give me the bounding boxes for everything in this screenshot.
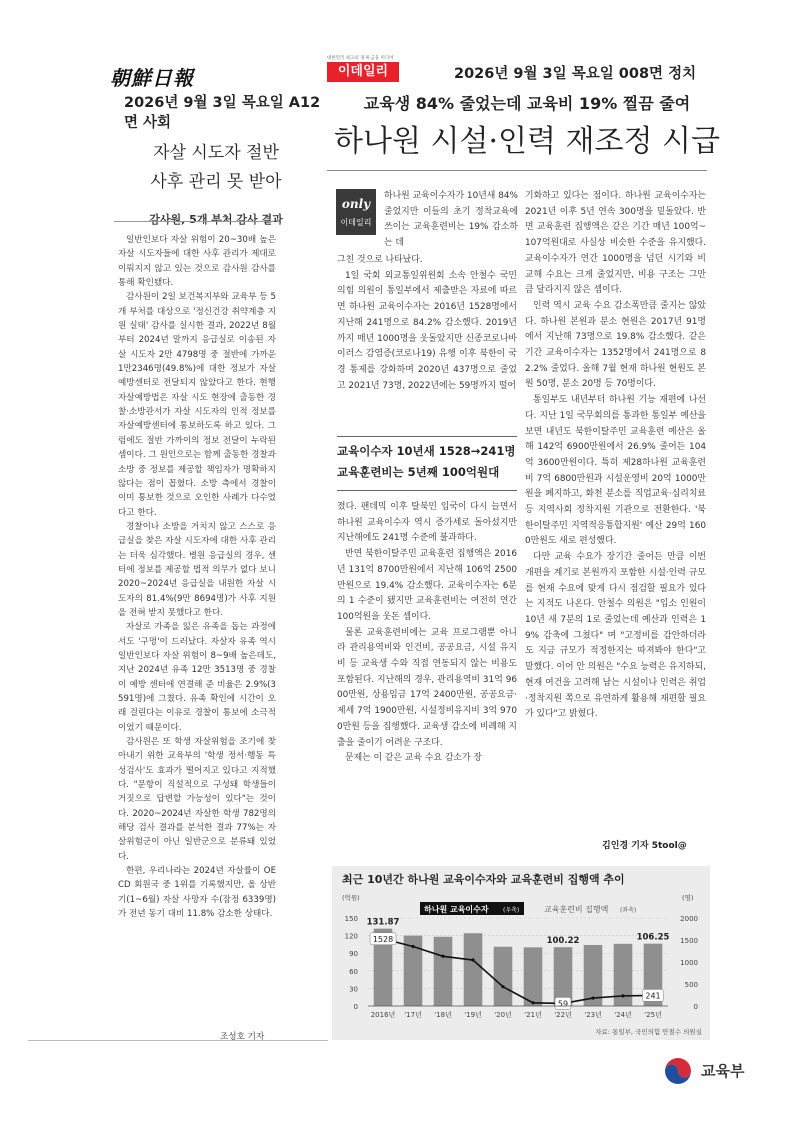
chosun-body bbox=[118, 233, 276, 922]
legend-line-axis: (우축) bbox=[503, 907, 520, 914]
right-tick-label: 0 bbox=[693, 1003, 698, 1011]
edaily-paragraph: 문제는 이 같은 교육 수요 감소가 장 bbox=[345, 753, 482, 764]
x-tick-label: '19년 bbox=[464, 1011, 482, 1019]
x-tick-label: '25년 bbox=[644, 1011, 662, 1019]
chosun-date: 2026년 9월 3일 목요일 A12면 사회 bbox=[124, 95, 321, 131]
bar bbox=[524, 947, 543, 1006]
chosun-paragraph: 감사원은 또 학생 자살위험을 조기에 찾아내기 위한 교육부의 '학생 정서·행동 특성검사'도 효과가 떨어지고 있다고 지적했다. "문항이 직설적으로 구성돼 학생들이 거짓으로 답변할 가능성이 있다"는 것이다. 2020~2024년 자살한 학생 782명의 해당 검사 결과를 분석한 결과 77%는 자살위험군이 아닌 일반군으로 분류돼 있었다. bbox=[118, 737, 276, 862]
left-axis-unit: (억원) bbox=[342, 894, 360, 902]
edaily-paragraph: 졌다. 팬데믹 이후 탈북민 입국이 다시 늘면서 하나원 교육이수자 역시 증가세로 돌아섰지만 지난해에도 241명 수준에 불과하다. bbox=[337, 502, 517, 544]
line-point bbox=[531, 1001, 534, 1004]
x-tick-label: '24년 bbox=[614, 1011, 632, 1019]
line-value-label: 1528 bbox=[372, 934, 394, 944]
ministry-name: 교육부 bbox=[701, 1062, 745, 1080]
x-tick-label: '23년 bbox=[584, 1011, 602, 1019]
line-value-label: 59 bbox=[557, 999, 569, 1009]
right-tick-label: 2000 bbox=[680, 915, 698, 923]
chosun-logo: 朝鮮日報 bbox=[110, 66, 194, 90]
bar-value-label: 100.22 bbox=[546, 936, 580, 947]
bar-value-label: 106.25 bbox=[636, 932, 670, 943]
mid-heading-2: 교육훈련비는 5년째 100억원대 bbox=[337, 465, 500, 479]
bar-value-label: 131.87 bbox=[366, 917, 400, 928]
bar bbox=[434, 937, 453, 1006]
chart-source: 자료: 통일부, 국민의힘 안철수 의원실 bbox=[595, 1028, 702, 1036]
edaily-paragraph: 1일 국회 외교통일위원회 소속 안철수 국민의힘 의원이 통일부에서 제출받은 자료에 따르면 하나원 교육이수자는 2016년 1528명에서 지난해 241명으로 84.2% 감소했다. 2019년까지 매년 1000명을 웃돌았지만 신종코로나바이러스 감염증(코로나19) 유행 이후 북한이 국경 통제를 강화하며 2020년 437명으로 줄었고 2021년 73명, 2022년에는 59명까지 떨어 bbox=[337, 270, 517, 391]
edaily-paragraph: 하나원 교육이수자가 10년새 84% 줄었지만 이들의 초기 정착교육에 쓰이는 교육훈련비는 19% 감소하는 데 bbox=[384, 191, 518, 249]
edaily-paragraph: 반면 북한이탈주민 교육훈련 집행액은 2016년 131억 8700만원에서 지난해 106억 2500만원으로 19.4% 감소했다. 교육이수자는 6분의 1 수준이 됐지만 교육훈련비는 여전히 연간 100억원을 웃돈 셈이다. bbox=[337, 549, 517, 622]
chosun-paragraph: 일반인보다 자살 위험이 20~30배 높은 자살 시도자들에 대한 사후 관리가 제대로 이뤄지지 않고 있는 것으로 감사원 감사를 통해 확인됐다. bbox=[118, 235, 276, 289]
right-axis-unit: (명) bbox=[682, 894, 694, 902]
line-point bbox=[471, 958, 474, 961]
chosun-paragraph: 자살로 가족을 잃은 유족을 돕는 과정에서도 '구멍'이 드러났다. 자살자 유족 역시 일반인보다 자살 위험이 8~9배 높은데도, 지난 2024년 유족 12만 3513명 중 경찰이 예방 센터에 연결해 준 비율은 2.9%(3591명)에 그쳤다. 유족 확인에 시간이 오래 걸린다는 이유로 경찰이 통보에 소극적이었기 때문이다. bbox=[118, 622, 276, 733]
bar bbox=[464, 933, 483, 1006]
mid-heading-rule-bottom bbox=[337, 490, 517, 491]
left-tick-label: 120 bbox=[344, 932, 358, 941]
chosun-headline-2: 사후 관리 못 받아 bbox=[150, 172, 282, 192]
x-tick-label: '21년 bbox=[524, 1011, 542, 1019]
edaily-tagline: 대한민국 최고의 경제·금융 미디어 bbox=[327, 56, 394, 61]
mid-heading-1: 교육이수자 10년새 1528→241명 bbox=[337, 444, 516, 458]
edaily-logo: 이데일리 bbox=[327, 62, 399, 82]
bar bbox=[494, 947, 513, 1006]
right-tick-label: 500 bbox=[684, 981, 698, 989]
left-tick-label: 30 bbox=[349, 985, 358, 994]
chart-svg bbox=[332, 866, 710, 1040]
chosun-paragraph: 한편, 우리나라는 2024년 자살률이 OECD 회원국 중 1위를 기록했지만, 올 상반기(1~6월) 자살 사망자 수(잠정 6339명)가 전년 동기 대비 11.8% 감소한 상태다. bbox=[118, 866, 276, 920]
legend-line-label: 하나원 교육이수자 bbox=[424, 905, 489, 914]
edaily-paragraph: 다만 교육 수요가 장기간 줄어든 만큼 이번 개편을 계기로 본원까지 포함한 시설·인력 규모를 현재 수요에 맞게 다시 점검할 필요가 있다는 지적도 나온다. 안철수 의원은 "입소 인원이 10년 새 7분의 1로 줄었는데 예산과 인력은 19% 감축에 그쳤다" 며 "고정비를 감안하더라도 지금 규모가 적정한지는 따져봐야 한다"고 말했다. 이어 안 의원은 "수요 능력은 유지하되, 현재 여건을 고려해 남는 시설이나 인력은 취업·정착지원 쪽으로 유연하게 활용해 재편할 필요가 있다"고 밝혔다. bbox=[525, 552, 706, 720]
line-point bbox=[621, 994, 624, 997]
chosun-paragraph: 경찰이나 소방을 거치지 않고 스스로 응급실을 찾은 자살 시도자에 대한 사후 관리는 더욱 심각했다. 병원 응급실의 경우, 센터에 정보를 제공할 법적 의무가 없다 보니 2020~2024년 응급실을 내원한 자살 시도자의 81.4%(9만 8694명)가 사후 지원을 전혀 받지 못했다고 한다. bbox=[118, 521, 276, 618]
edaily-paragraph: 통일부도 내년부터 하나원 기능 재편에 나선다. 지난 1일 국무회의를 통과한 통일부 예산을 보면 내년도 북한이탈주민 교육훈련 예산은 올해 142억 6900만원에서 26.9% 줄어든 104억 3600만원이다. 특히 제28하나원 교육훈련비 7억 6800만원과 시설운영비 20억 1000만원을 폐지하고, 화천 분소를 직업교육·심리치료 등 지역사회 정착지원 기관으로 전환한다. '북한이탈주민 지역적응통합지원' 예산 29억 1600만원도 새로 편성했다. bbox=[525, 395, 706, 547]
edaily-date: 2026년 9월 3일 목요일 008면 정치 bbox=[454, 66, 697, 82]
edaily-paragraph: 그친 것으로 나타났다. bbox=[337, 255, 423, 265]
edaily-col1-bottom bbox=[337, 500, 517, 767]
left-tick-label: 150 bbox=[344, 915, 358, 923]
only-label: only bbox=[341, 197, 371, 211]
left-tick-label: 90 bbox=[349, 950, 358, 959]
only-badge bbox=[336, 189, 376, 235]
chosun-headline-1: 자살 시도자 절반 bbox=[153, 143, 279, 163]
line-point bbox=[441, 955, 444, 958]
edaily-byline: 김인경 기자 5tool@ bbox=[602, 841, 687, 851]
line-point bbox=[501, 985, 504, 988]
chosun-article-header bbox=[110, 62, 322, 227]
legend-bar-label: 교육훈련비 집행액 bbox=[544, 905, 609, 914]
edaily-col1-main bbox=[337, 253, 517, 394]
chart-title: 최근 10년간 하나원 교육이수자와 교육훈련비 집행액 추이 bbox=[342, 873, 625, 886]
divider bbox=[28, 1040, 328, 1041]
line-point bbox=[591, 996, 594, 999]
edaily-col1-top bbox=[384, 189, 518, 252]
chart bbox=[332, 866, 710, 1040]
line-point bbox=[411, 945, 414, 948]
edaily-rule bbox=[327, 170, 707, 171]
chosun-subhead: 감사원, 5개 부처 감사 결과 bbox=[149, 213, 283, 226]
right-tick-label: 1500 bbox=[680, 937, 698, 945]
edaily-subhead: 교육생 84% 줄었는데 교육비 19% 찔끔 줄여 bbox=[363, 94, 691, 113]
edaily-paragraph: 기화하고 있다는 점이다. 하나원 교육이수자는 2021년 이후 5년 연속 300명을 밑돌았다. 반면 교육훈련 집행액은 같은 기간 매년 100억~107억원대로 사실상 비슷한 수준을 유지했다. 교육이수자가 연간 1000명을 넘던 시기와 비교해 수요는 크게 줄었지만, 비용 구조는 그만큼 달라지지 않은 셈이다. bbox=[525, 191, 706, 296]
left-tick-label: 60 bbox=[349, 967, 358, 976]
x-tick-label: '20년 bbox=[494, 1011, 512, 1019]
only-sub: 이데일리 bbox=[340, 218, 372, 227]
edaily-paragraph: 인력 역시 교육 수요 감소폭만큼 줄지는 않았다. 하나원 본원과 분소 현원은 2017년 91명에서 지난해 73명으로 19.8% 감소했다. 같은 기간 교육이수자는 1352명에서 241명으로 82.2% 줄었다. 올해 7월 현재 하나원 현원도 본원 50명, 분소 20명 등 70명이다. bbox=[525, 300, 706, 390]
chosun-rule bbox=[114, 221, 274, 222]
x-tick-label: '17년 bbox=[404, 1011, 422, 1019]
right-tick-label: 1000 bbox=[680, 959, 698, 967]
edaily-paragraph: 물론 교육훈련비에는 교육 프로그램뿐 아니라 관리용역비와 인건비, 공공요금, 시설 유지비 등 교육생 수와 직접 연동되지 않는 비용도 포함된다. 지난해의 경우, 관리용역비 31억 9600만원, 상용임금 17억 2400만원, 공공요금·제세 7억 1900만원, 시설정비유지비 3억 9700만원 등을 집행했다. 교육생 감소에 비례해 지출을 줄이기 어려운 구조다. bbox=[337, 627, 517, 748]
x-tick-label: '22년 bbox=[554, 1011, 572, 1019]
left-tick-label: 0 bbox=[353, 1003, 358, 1011]
x-tick-label: 2016년 bbox=[370, 1011, 396, 1019]
edaily-headline: 하나원 시설·인력 재조정 시급 bbox=[334, 124, 720, 159]
line-value-label: 241 bbox=[645, 991, 661, 1001]
legend-bar-axis: (좌축) bbox=[620, 907, 637, 914]
edaily-col2 bbox=[525, 189, 706, 723]
x-tick-label: '18년 bbox=[434, 1011, 452, 1019]
chosun-byline: 조성호 기자 bbox=[220, 1032, 265, 1042]
mid-heading-rule-top bbox=[337, 436, 517, 437]
chosun-paragraph: 감사원이 2일 보건복지부와 교육부 등 5개 부처를 대상으로 '정신건강 취약계층 지원 실태' 감사를 실시한 결과, 2022년 8월부터 2024년 말까지 응급실로 이송된 자살 시도자 2만 4798명 중 절반에 가까운 1만2346명(49.8%)에 대한 정보가 자살예방센터로 전달되지 않았다고 한다. 현행 자살예방법은 자살 시도 현장에 출동한 경찰·소방관서가 자살 시도자의 인적 정보를 자살예방센터에 통보하도록 하고 있다. 그럼에도 절반 가까이의 정보 전달이 누락된 셈이다. 그 원인으로는 함께 출동한 경찰과 소방 중 정보를 제공할 책임자가 명확하지 않다는 점이 꼽혔다. 소방 측에서 경찰이 이미 통보한 것으로 오인한 사례가 다수였다고 한다. bbox=[118, 292, 276, 518]
